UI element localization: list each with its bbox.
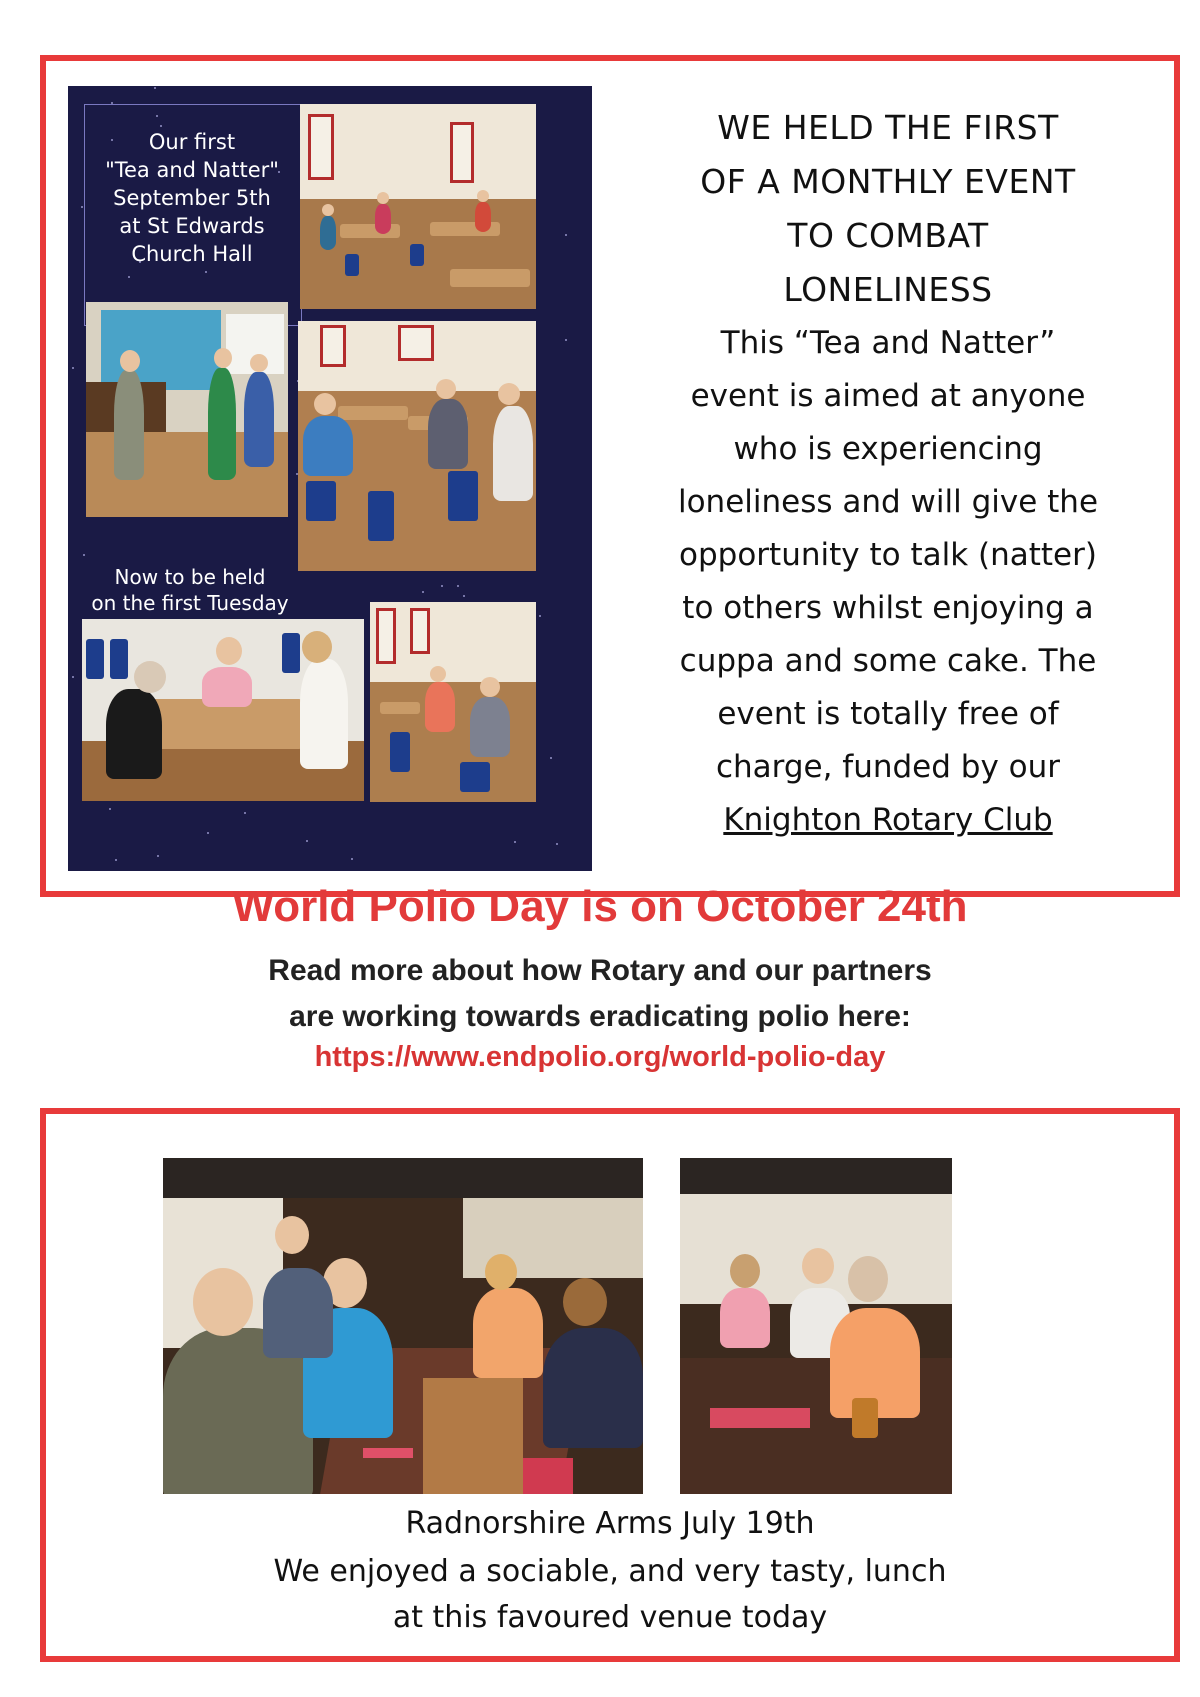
star-dot [306,840,308,842]
star-dot [244,812,246,814]
tea-and-natter-panel [40,55,1180,897]
caption-line: Our first [148,130,236,154]
rotary-club-name: Knighton Rotary Club [723,802,1053,838]
star-dot [441,585,443,587]
announcement [618,101,1158,847]
caption-line: Now to be held [114,565,266,589]
body-line: loneliness and will give the [677,484,1099,520]
hall-photo-4 [82,619,364,801]
star-dot [565,234,567,236]
star-dot [550,757,552,759]
star-dot [83,554,85,556]
lunch-photo-1 [163,1158,643,1494]
body-line: opportunity to talk (natter) [679,537,1097,573]
hall-photo-5 [370,602,536,802]
star-dot [556,843,558,845]
photo-collage [68,86,592,871]
star-dot [565,339,567,341]
star-dot [207,832,209,834]
body-line: to others whilst enjoying a [682,590,1094,626]
star-dot [109,808,111,810]
star-dot [514,841,516,843]
caption-line: September 5th [113,186,271,210]
body-line: who is experiencing [733,431,1043,467]
caption-line: Church Hall [131,242,253,266]
caption-line: "Tea and Natter" [105,158,279,182]
hall-photo-1 [300,104,536,309]
hall-photo-3 [298,321,536,571]
star-dot [422,591,424,593]
polio-day-text [0,948,1200,1040]
polio-link[interactable]: https://www.endpolio.org/world-polio-day [314,1041,886,1073]
polio-text-line: are working towards eradicating polio here: [289,1000,911,1033]
caption-line: at St Edwards [119,214,265,238]
star-dot [157,855,159,857]
hall-photo-2 [86,302,288,517]
star-dot [463,595,465,597]
star-dot [154,87,156,89]
star-dot [539,615,541,617]
body-line: event is totally free of [717,696,1059,732]
star-dot [115,859,117,861]
heading-line: WE HELD THE FIRST [717,108,1059,147]
star-dot [72,367,74,369]
lunch-photo-2 [680,1158,952,1494]
heading-line: TO COMBAT [787,216,989,255]
heading-line: OF A MONTHLY EVENT [700,162,1076,201]
body-line: event is aimed at anyone [690,378,1086,414]
first-event-caption [84,128,300,268]
body-line: This “Tea and Natter” [720,325,1056,361]
polio-text-line: Read more about how Rotary and our partners [268,954,932,987]
lunch-title: Radnorshire Arms July 19th [405,1506,815,1541]
polio-day-title: World Polio Day is on October 24th [232,882,968,931]
heading-line: LONELINESS [783,270,993,309]
body-line: cuppa and some cake. The [679,643,1097,679]
lunch-desc-line: at this favoured venue today [392,1600,828,1635]
caption-line: on the first Tuesday [91,591,289,615]
lunch-description [46,1549,1174,1641]
lunch-panel [40,1108,1180,1662]
star-dot [351,858,353,860]
star-dot [81,206,83,208]
star-dot [72,676,74,678]
body-line: charge, funded by our [715,749,1061,785]
lunch-desc-line: We enjoyed a sociable, and very tasty, lunch [273,1554,947,1589]
star-dot [457,585,459,587]
